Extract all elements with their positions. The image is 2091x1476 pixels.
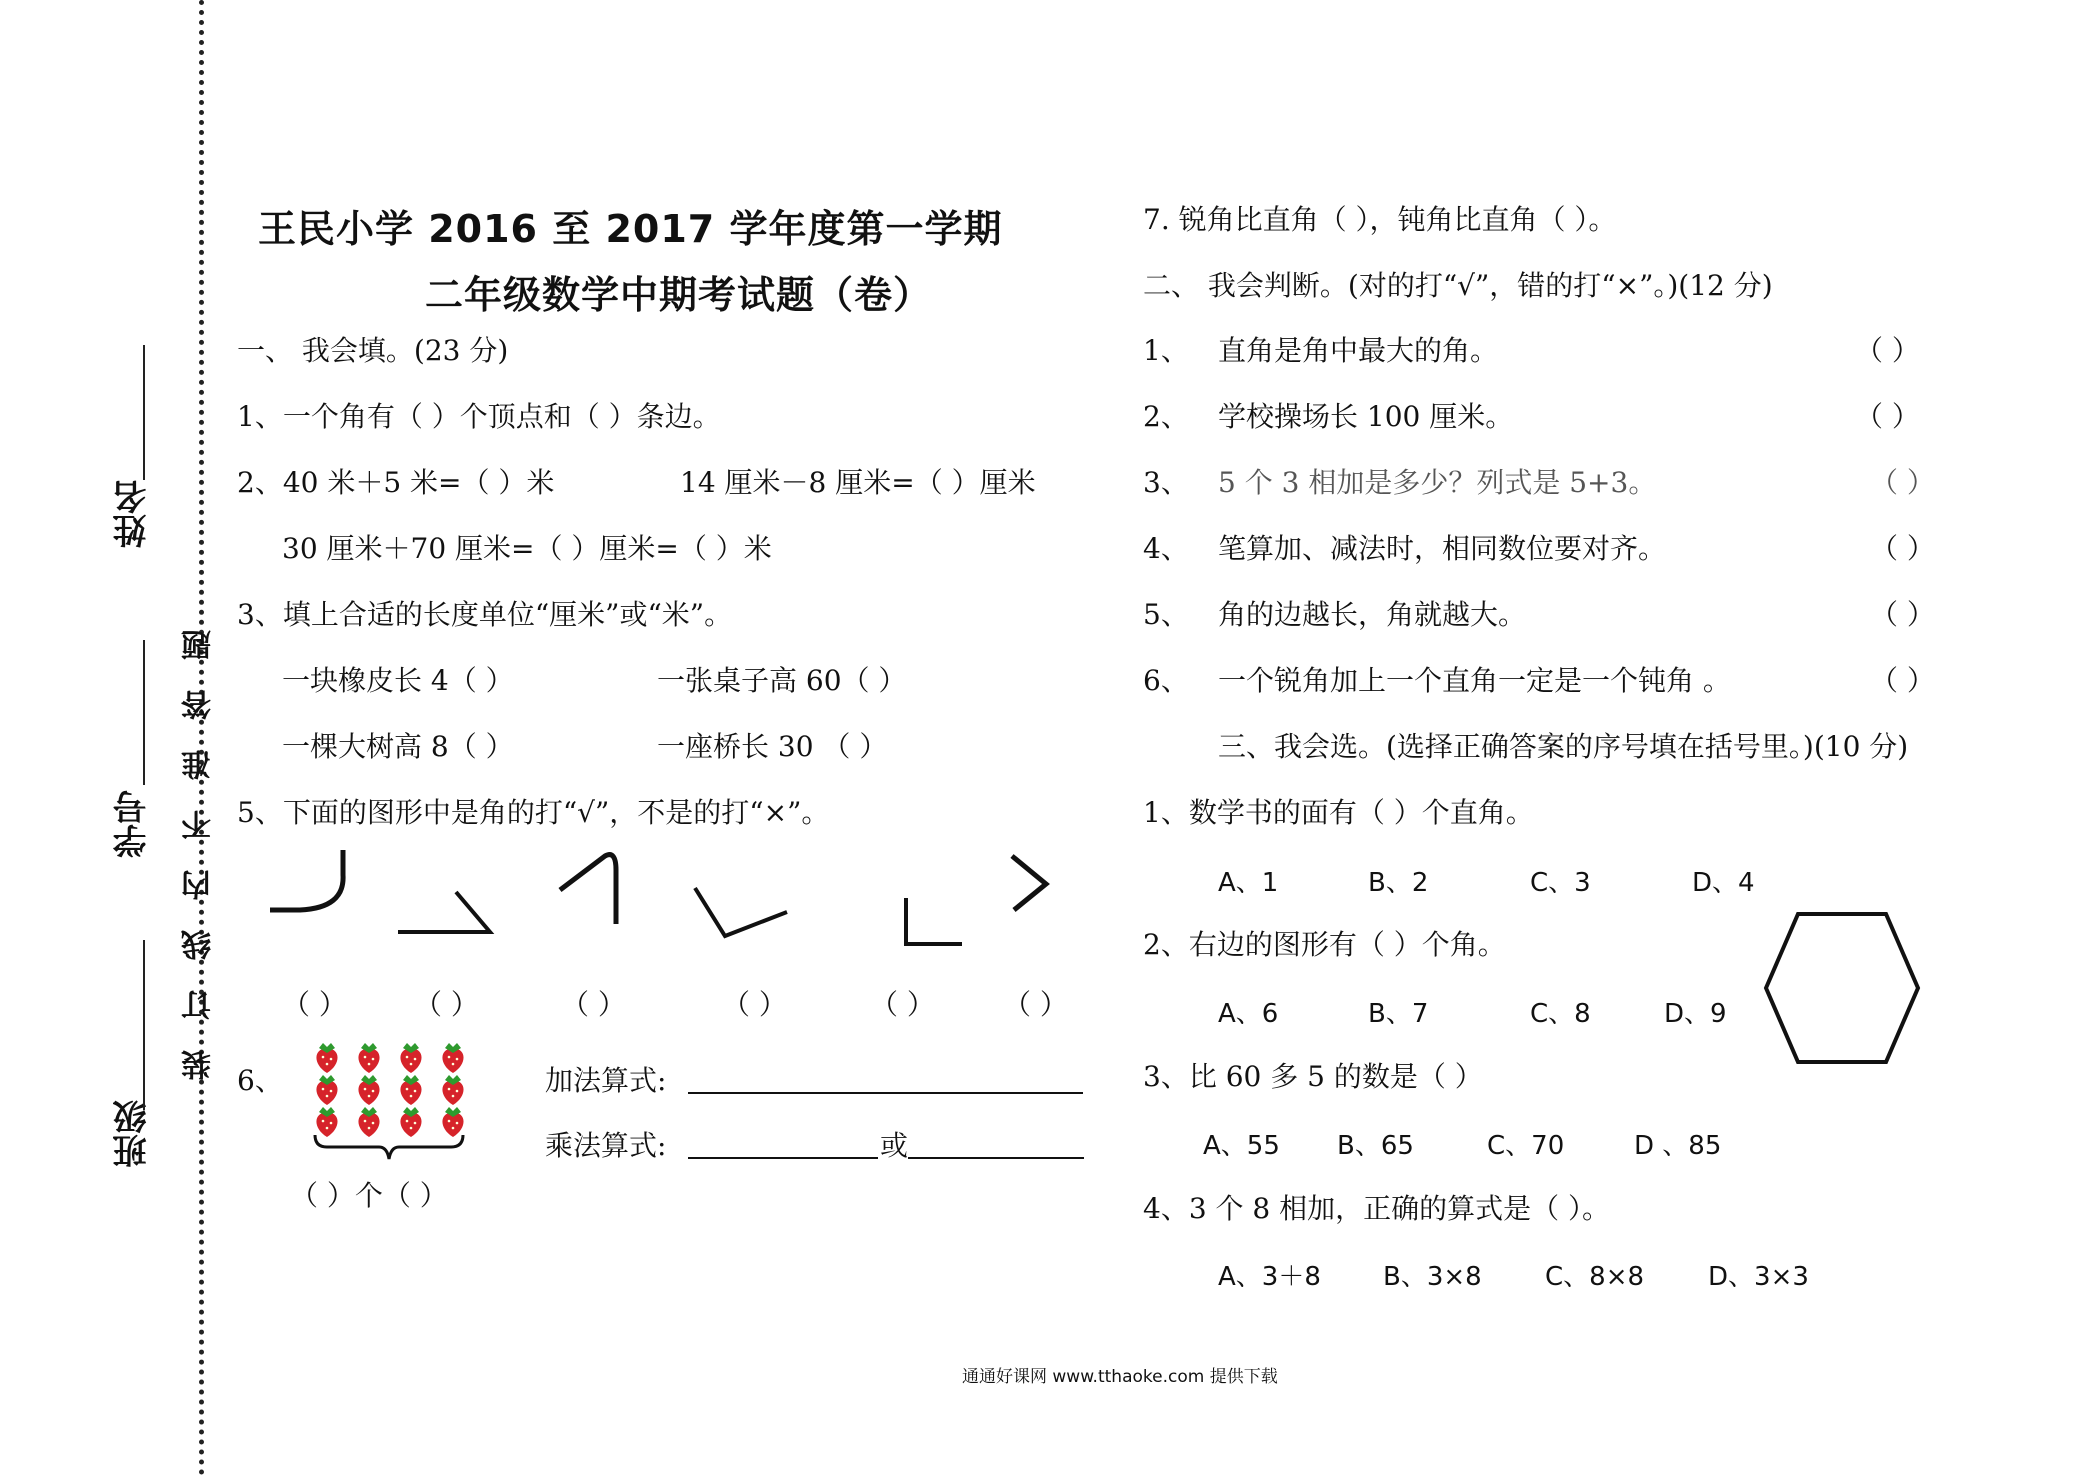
student-id-blank-line xyxy=(143,640,145,785)
choice-3-option-c[interactable]: C、70 xyxy=(1487,1131,1565,1161)
hexagon-figure xyxy=(1758,908,1928,1068)
q6-count-blanks[interactable]: （ ）个（ ） xyxy=(290,1179,448,1212)
q5-figures xyxy=(250,850,1150,960)
choice-1: 1、数学书的面有（ ）个直角。 xyxy=(1143,796,1534,829)
question-1: 1、一个角有（ ）个顶点和（ ）条边。 xyxy=(237,400,721,433)
question-6-label: 6、 xyxy=(237,1064,283,1097)
class-blank-line xyxy=(143,940,145,1110)
strawberry-grid xyxy=(305,1035,475,1165)
judge-3-num: 3、 xyxy=(1143,466,1189,499)
judge-2-text: 学校操场长 100 厘米。 xyxy=(1218,400,1514,433)
exam-title-line2: 二年级数学中期考试题（卷） xyxy=(425,273,933,317)
judge-1-blank[interactable]: （ ） xyxy=(1855,334,1920,367)
name-blank-line xyxy=(143,345,145,480)
choice-4: 4、3 个 8 相加，正确的算式是（ ）。 xyxy=(1143,1192,1611,1225)
section2-heading: 二、 我会判断。(对的打“√”，错的打“×”。)(12 分) xyxy=(1143,269,1773,302)
question-2a: 2、40 米＋5 米=（ ）米 xyxy=(237,466,555,499)
q5-blank-2[interactable]: （ ） xyxy=(414,988,479,1021)
judge-5-num: 5、 xyxy=(1143,598,1189,631)
figure-5-angle xyxy=(906,898,962,944)
q6-add-answer-line[interactable] xyxy=(688,1092,1083,1094)
section3-heading: 三、我会选。(选择正确答案的序号填在括号里。)(10 分) xyxy=(1218,730,1909,763)
choice-3-option-d[interactable]: D 、85 xyxy=(1634,1131,1722,1161)
judge-1-text: 直角是角中最大的角。 xyxy=(1218,334,1499,367)
choice-2-option-c[interactable]: C、8 xyxy=(1530,999,1591,1029)
choice-2-option-a[interactable]: A、6 xyxy=(1218,999,1279,1029)
judge-5-blank[interactable]: （ ） xyxy=(1870,598,1935,631)
q5-blank-4[interactable]: （ ） xyxy=(722,988,787,1021)
judge-5-text: 角的边越长，角就越大。 xyxy=(1218,598,1527,631)
choice-4-option-c[interactable]: C、8×8 xyxy=(1545,1262,1645,1292)
footer-credit: 通通好课网 www.tthaoke.com 提供下载 xyxy=(962,1367,1278,1387)
judge-6-text: 一个锐角加上一个直角一定是一个钝角 。 xyxy=(1218,664,1731,697)
choice-4-option-a[interactable]: A、3＋8 xyxy=(1218,1262,1321,1292)
judge-2-blank[interactable]: （ ） xyxy=(1855,400,1920,433)
question-2c: 30 厘米＋70 厘米=（ ）厘米=（ ）米 xyxy=(282,532,772,565)
judge-3-blank[interactable]: （ ） xyxy=(1870,466,1935,499)
judge-2-num: 2、 xyxy=(1143,400,1189,433)
q5-blank-5[interactable]: （ ） xyxy=(870,988,935,1021)
judge-4-num: 4、 xyxy=(1143,532,1189,565)
strawberry-row-1 xyxy=(316,1043,463,1073)
choice-1-option-b[interactable]: B、2 xyxy=(1368,868,1429,898)
student-id-label: 学号 xyxy=(113,790,153,858)
name-label: 姓名 xyxy=(113,480,153,548)
choice-1-option-a[interactable]: A、1 xyxy=(1218,868,1279,898)
q5-blank-3[interactable]: （ ） xyxy=(561,988,626,1021)
judge-6-num: 6、 xyxy=(1143,664,1189,697)
choice-3-option-a[interactable]: A、55 xyxy=(1203,1131,1280,1161)
figure-4-angle xyxy=(695,888,787,936)
question-5: 5、下面的图形中是角的打“√”，不是的打“×”。 xyxy=(237,796,830,829)
question-3c: 一棵大树高 8（ ） xyxy=(282,730,514,763)
q6-add-label: 加法算式: xyxy=(545,1064,667,1097)
q6-mul-answer-line-1[interactable] xyxy=(688,1157,878,1159)
figure-3-curve-angle xyxy=(560,855,616,924)
choice-3-option-b[interactable]: B、65 xyxy=(1337,1131,1414,1161)
question-3b: 一张桌子高 60（ ） xyxy=(657,664,907,697)
choice-4-option-b[interactable]: B、3×8 xyxy=(1383,1262,1482,1292)
figure-2-angle xyxy=(398,892,490,932)
question-3a: 一块橡皮长 4（ ） xyxy=(282,664,514,697)
brace xyxy=(315,1135,463,1159)
question-3: 3、填上合适的长度单位“厘米”或“米”。 xyxy=(237,598,733,631)
exam-title-line1: 王民小学 2016 至 2017 学年度第一学期 xyxy=(258,207,1003,251)
figure-6-open-angle xyxy=(1012,856,1046,910)
binding-instruction: 装订线内不准答题 xyxy=(182,600,217,1080)
q6-mul-label: 乘法算式: xyxy=(545,1129,667,1162)
choice-3: 3、比 60 多 5 的数是（ ） xyxy=(1143,1060,1483,1093)
choice-2: 2、右边的图形有（ ）个角。 xyxy=(1143,928,1506,961)
judge-1-num: 1、 xyxy=(1143,334,1189,367)
choice-2-option-d[interactable]: D、9 xyxy=(1664,999,1727,1029)
section1-heading: 一、 我会填。(23 分) xyxy=(237,334,509,367)
judge-3-text: 5 个 3 相加是多少？列式是 5+3。 xyxy=(1218,466,1657,499)
strawberry-row-2 xyxy=(316,1075,463,1105)
choice-4-option-d[interactable]: D、3×3 xyxy=(1708,1262,1809,1292)
q6-mul-answer-line-2[interactable] xyxy=(908,1157,1084,1159)
q6-or: 或 xyxy=(880,1129,909,1162)
q5-blank-6[interactable]: （ ） xyxy=(1003,988,1068,1021)
choice-1-option-c[interactable]: C、3 xyxy=(1530,868,1591,898)
choice-2-option-b[interactable]: B、7 xyxy=(1368,999,1429,1029)
strawberry-row-3 xyxy=(316,1107,463,1137)
judge-4-text: 笔算加、减法时，相同数位要对齐。 xyxy=(1218,532,1667,565)
choice-1-option-d[interactable]: D、4 xyxy=(1692,868,1755,898)
q5-blank-1[interactable]: （ ） xyxy=(282,988,347,1021)
question-7: 7. 锐角比直角（ ），钝角比直角（ ）。 xyxy=(1143,203,1617,236)
figure-1-curve xyxy=(270,850,343,910)
question-3d: 一座桥长 30 （ ） xyxy=(657,730,888,763)
question-2b: 14 厘米－8 厘米=（ ）厘米 xyxy=(680,466,1036,499)
judge-6-blank[interactable]: （ ） xyxy=(1870,664,1935,697)
judge-4-blank[interactable]: （ ） xyxy=(1870,532,1935,565)
class-label: 班级 xyxy=(113,1100,153,1168)
